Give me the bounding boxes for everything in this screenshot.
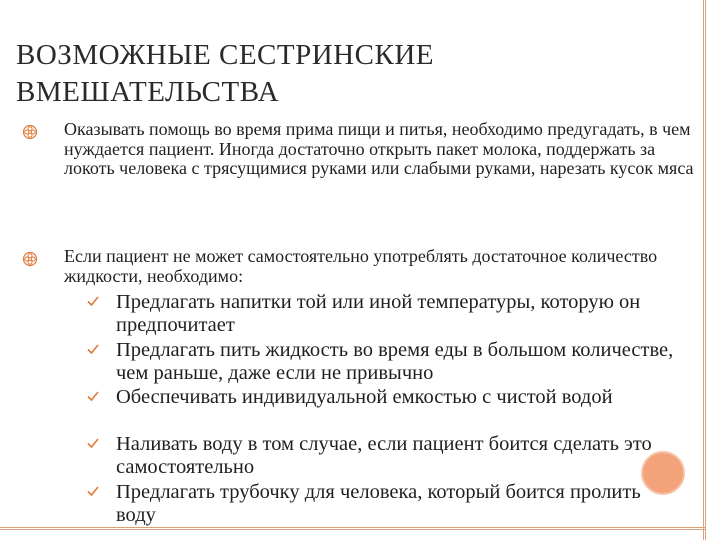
decorative-frame-line-horizontal (0, 527, 705, 530)
sub-item-text: Предлагать напитки той или иной температуры, которую он предпочитает (116, 291, 641, 336)
bullet-text: Если пациент не может самостоятельно употреблять достаточное количество жидкости, необходимо: (64, 246, 658, 286)
checkmark-icon (86, 484, 100, 498)
slide-title: ВОЗМОЖНЫЕ СЕСТРИНСКИЕ ВМЕШАТЕЛЬСТВА (16, 39, 434, 108)
checkmark-icon (86, 342, 100, 356)
sub-item-text: Предлагать пить жидкость во время еды в большом количестве, чем раньше, даже если не привычно (116, 339, 674, 384)
sub-item-text: Обеспечивать индивидуальной емкостью с чистой водой (116, 386, 613, 408)
decorative-orange-circle (641, 451, 685, 495)
checkmark-icon (86, 294, 100, 308)
sub-item-text: Предлагать трубочку для человека, который боится пролить воду (116, 481, 641, 526)
flower-bullet-icon (22, 124, 38, 140)
decorative-frame-line-vertical (703, 0, 706, 540)
sub-item-text: Наливать воду в том случае, если пациент боится сделать это самостоятельно (116, 433, 652, 478)
checkmark-icon (86, 436, 100, 450)
flower-bullet-icon (22, 251, 38, 267)
bullet-text: Оказывать помощь во время прима пищи и питья, необходимо предугадать, в чем нуждается пациент. Иногда достаточно открыть пакет молока, поддержать за локоть человека с трясущимися руками или слабыми руками, нарезать кусок мяса (64, 119, 694, 178)
checkmark-icon (86, 389, 100, 403)
